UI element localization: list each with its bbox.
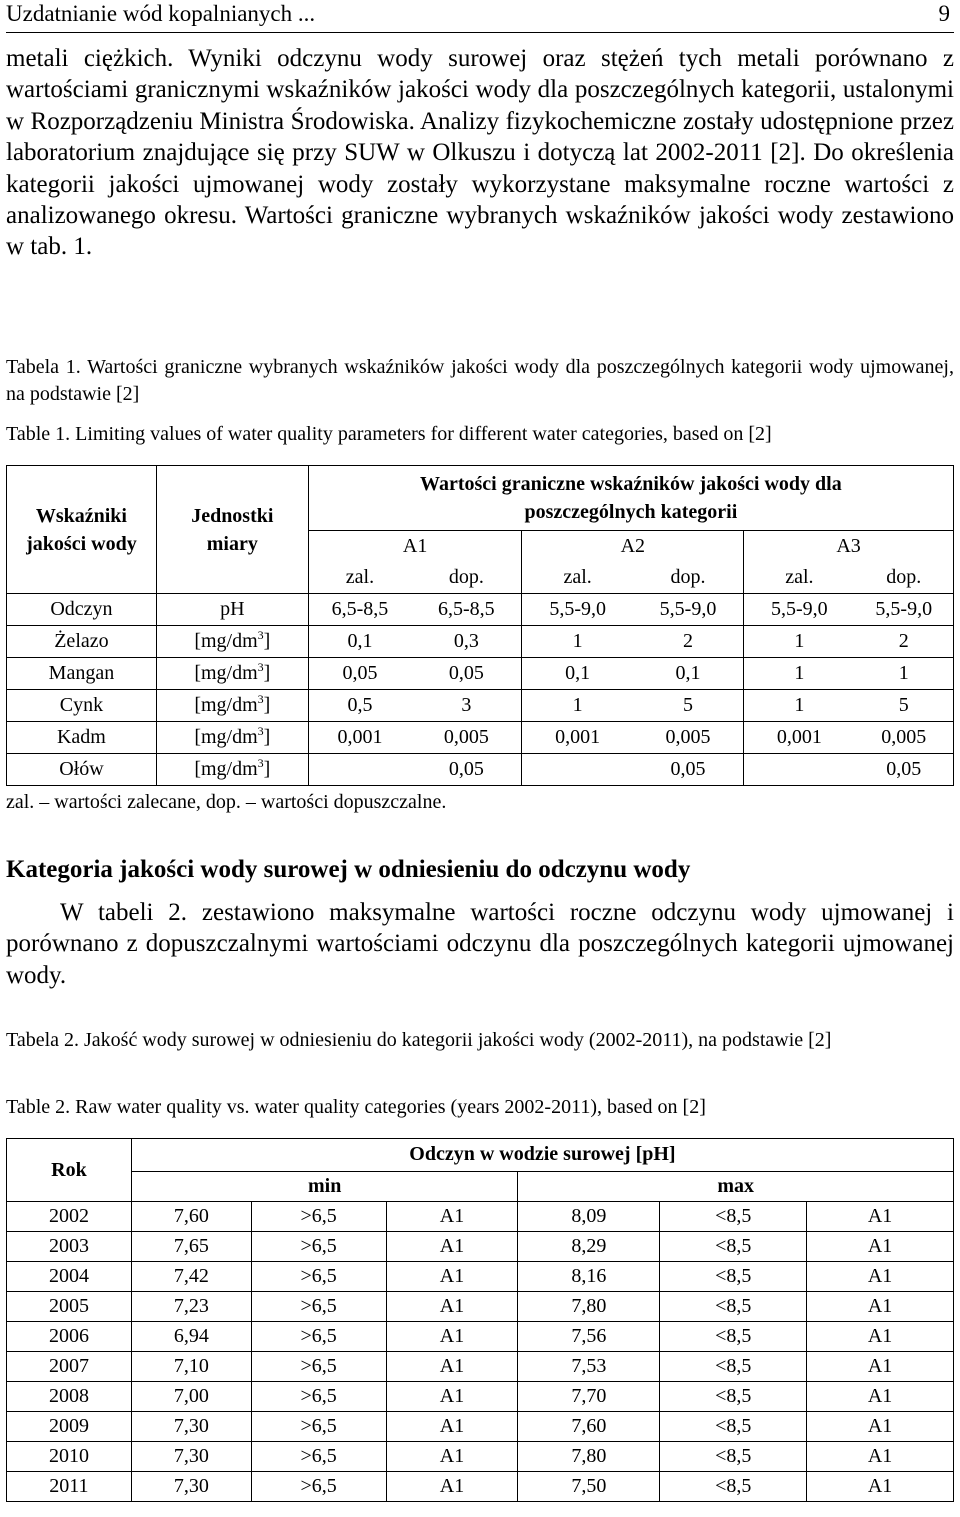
running-title: Uzdatnianie wód kopalnianych ... bbox=[6, 1, 316, 26]
ph-cell: <8,5 bbox=[660, 1202, 807, 1232]
parameter-name: Cynk bbox=[7, 690, 157, 722]
ph-cell: >6,5 bbox=[251, 1442, 386, 1472]
unit-exponent: 3 bbox=[257, 628, 264, 642]
ph-cell: A1 bbox=[386, 1472, 518, 1502]
ph-cell: 7,00 bbox=[131, 1382, 251, 1412]
sub-dop: dop. bbox=[633, 562, 744, 594]
ph-cell: A1 bbox=[807, 1202, 954, 1232]
ph-cell: 7,50 bbox=[518, 1472, 660, 1502]
unit-exponent: 3 bbox=[257, 756, 264, 770]
table-row bbox=[7, 594, 954, 626]
sub-zal: zal. bbox=[744, 562, 855, 594]
ph-cell: >6,5 bbox=[251, 1232, 386, 1262]
limit-value bbox=[308, 754, 411, 786]
unit-text: pH bbox=[220, 598, 245, 620]
year-cell: 2010 bbox=[7, 1442, 132, 1472]
parameter-name: Mangan bbox=[7, 658, 157, 690]
ph-cell: 7,53 bbox=[518, 1352, 660, 1382]
limit-value: 1 bbox=[744, 626, 855, 658]
ph-cell: <8,5 bbox=[660, 1232, 807, 1262]
ph-cell: >6,5 bbox=[251, 1202, 386, 1232]
parameter-unit bbox=[156, 722, 308, 754]
year-cell: 2004 bbox=[7, 1262, 132, 1292]
unit-bracket: ] bbox=[263, 630, 271, 652]
unit-exponent: 3 bbox=[257, 660, 264, 674]
unit-bracket: ] bbox=[263, 726, 271, 748]
ph-cell: 7,70 bbox=[518, 1382, 660, 1412]
limit-value: 0,001 bbox=[522, 722, 633, 754]
limit-value: 1 bbox=[744, 690, 855, 722]
limit-value: 0,1 bbox=[633, 658, 744, 690]
table-row bbox=[7, 1382, 954, 1412]
table2-caption-pl: Tabela 2. Jakość wody surowej w odniesieniu do kategorii jakości wody (2002-2011), na podstawie [2] bbox=[6, 1029, 832, 1051]
ph-cell: A1 bbox=[386, 1322, 518, 1352]
ph-cell: <8,5 bbox=[660, 1412, 807, 1442]
ph-cell: A1 bbox=[386, 1262, 518, 1292]
header-min: min bbox=[131, 1171, 518, 1201]
limit-value: 0,05 bbox=[411, 658, 522, 690]
year-cell: 2005 bbox=[7, 1292, 132, 1322]
year-cell: 2011 bbox=[7, 1472, 132, 1502]
limit-value: 0,1 bbox=[522, 658, 633, 690]
ph-cell: A1 bbox=[807, 1232, 954, 1262]
ph-cell: A1 bbox=[807, 1382, 954, 1412]
limit-value: 1 bbox=[744, 658, 855, 690]
limit-value: 0,005 bbox=[855, 722, 954, 754]
ph-cell: 8,29 bbox=[518, 1232, 660, 1262]
year-cell: 2002 bbox=[7, 1202, 132, 1232]
header-ph: Odczyn w wodzie surowej [pH] bbox=[131, 1139, 953, 1172]
page-header bbox=[6, 0, 954, 33]
parameter-unit bbox=[156, 658, 308, 690]
ph-cell: <8,5 bbox=[660, 1292, 807, 1322]
limit-value: 0,001 bbox=[744, 722, 855, 754]
ph-cell: A1 bbox=[386, 1292, 518, 1322]
limit-value: 5,5-9,0 bbox=[522, 594, 633, 626]
ph-cell: 8,16 bbox=[518, 1262, 660, 1292]
ph-cell: A1 bbox=[386, 1442, 518, 1472]
table-row bbox=[7, 1472, 954, 1502]
sub-dop: dop. bbox=[411, 562, 522, 594]
table-row bbox=[7, 1202, 954, 1232]
limit-value: 6,5-8,5 bbox=[308, 594, 411, 626]
ph-cell: <8,5 bbox=[660, 1352, 807, 1382]
ph-cell: >6,5 bbox=[251, 1472, 386, 1502]
ph-cell: 7,80 bbox=[518, 1292, 660, 1322]
limit-value: 0,005 bbox=[633, 722, 744, 754]
ph-cell: 7,23 bbox=[131, 1292, 251, 1322]
limit-value: 0,05 bbox=[411, 754, 522, 786]
limit-value: 5,5-9,0 bbox=[744, 594, 855, 626]
header-year: Rok bbox=[7, 1139, 132, 1202]
limit-value: 1 bbox=[855, 658, 954, 690]
header-limit-values: Wartości graniczne wskaźników jakości wody dla poszczególnych kategorii bbox=[308, 466, 953, 531]
table-row bbox=[7, 1232, 954, 1262]
ph-cell: 7,30 bbox=[131, 1442, 251, 1472]
unit-text: [mg/dm bbox=[194, 694, 258, 716]
section-heading: Kategoria jakości wody surowej w odniesieniu do odczynu wody bbox=[6, 856, 691, 883]
limit-value: 5,5-9,0 bbox=[633, 594, 744, 626]
limit-value bbox=[744, 754, 855, 786]
parameter-unit bbox=[156, 754, 308, 786]
table-row bbox=[7, 1262, 954, 1292]
ph-cell: >6,5 bbox=[251, 1412, 386, 1442]
ph-cell: <8,5 bbox=[660, 1472, 807, 1502]
limit-value: 0,05 bbox=[308, 658, 411, 690]
category-a3: A3 bbox=[744, 531, 954, 563]
parameter-name: Żelazo bbox=[7, 626, 157, 658]
ph-cell: A1 bbox=[807, 1262, 954, 1292]
ph-cell: 7,60 bbox=[518, 1412, 660, 1442]
table1-caption-pl: Tabela 1. Wartości graniczne wybranych wskaźników jakości wody dla poszczególnych kategorii wody ujmowanej, na podstawie [2] bbox=[6, 356, 954, 405]
ph-cell: A1 bbox=[807, 1322, 954, 1352]
table1-caption-en: Table 1. Limiting values of water quality parameters for different water categories, based on [2] bbox=[6, 423, 772, 445]
unit-text: [mg/dm bbox=[194, 758, 258, 780]
ph-cell: A1 bbox=[386, 1412, 518, 1442]
table-row bbox=[7, 722, 954, 754]
table-row bbox=[7, 658, 954, 690]
ph-cell: 6,94 bbox=[131, 1322, 251, 1352]
ph-cell: 7,60 bbox=[131, 1202, 251, 1232]
ph-cell: 7,56 bbox=[518, 1322, 660, 1352]
ph-cell: <8,5 bbox=[660, 1322, 807, 1352]
ph-cell: A1 bbox=[807, 1412, 954, 1442]
ph-cell: >6,5 bbox=[251, 1352, 386, 1382]
unit-exponent: 3 bbox=[257, 724, 264, 738]
limit-value: 0,001 bbox=[308, 722, 411, 754]
unit-text: [mg/dm bbox=[194, 726, 258, 748]
sub-zal: zal. bbox=[308, 562, 411, 594]
ph-cell: >6,5 bbox=[251, 1292, 386, 1322]
limit-value: 0,05 bbox=[633, 754, 744, 786]
ph-cell: 7,42 bbox=[131, 1262, 251, 1292]
ph-table bbox=[6, 1138, 954, 1502]
limit-value: 1 bbox=[522, 690, 633, 722]
limit-value: 5 bbox=[633, 690, 744, 722]
year-cell: 2003 bbox=[7, 1232, 132, 1262]
abbreviation-note: zal. – wartości zalecane, dop. – wartości dopuszczalne. bbox=[6, 791, 447, 813]
limit-value: 0,1 bbox=[308, 626, 411, 658]
ph-cell: 7,10 bbox=[131, 1352, 251, 1382]
limit-value: 2 bbox=[633, 626, 744, 658]
ph-table-body bbox=[7, 1202, 954, 1502]
ph-cell: A1 bbox=[807, 1352, 954, 1382]
header-max: max bbox=[518, 1171, 954, 1201]
unit-bracket: ] bbox=[263, 758, 271, 780]
category-a1: A1 bbox=[308, 531, 522, 563]
limit-value: 0,5 bbox=[308, 690, 411, 722]
unit-bracket: ] bbox=[263, 662, 271, 684]
limit-value: 5 bbox=[855, 690, 954, 722]
header-unit: Jednostki miary bbox=[156, 466, 308, 594]
year-cell: 2007 bbox=[7, 1352, 132, 1382]
page-number: 9 bbox=[938, 1, 950, 26]
year-cell: 2009 bbox=[7, 1412, 132, 1442]
ph-cell: A1 bbox=[807, 1292, 954, 1322]
limit-value bbox=[522, 754, 633, 786]
ph-cell: A1 bbox=[386, 1352, 518, 1382]
limit-value: 1 bbox=[522, 626, 633, 658]
table-row bbox=[7, 1292, 954, 1322]
unit-text: [mg/dm bbox=[194, 662, 258, 684]
ph-cell: >6,5 bbox=[251, 1262, 386, 1292]
unit-text: [mg/dm bbox=[194, 630, 258, 652]
ph-cell: A1 bbox=[386, 1232, 518, 1262]
limit-value: 3 bbox=[411, 690, 522, 722]
ph-cell: <8,5 bbox=[660, 1382, 807, 1412]
sub-dop: dop. bbox=[855, 562, 954, 594]
ph-cell: 7,30 bbox=[131, 1472, 251, 1502]
header-parameter: Wskaźniki jakości wody bbox=[7, 466, 157, 594]
parameter-name: Kadm bbox=[7, 722, 157, 754]
limits-table-body bbox=[7, 594, 954, 786]
limit-value: 0,05 bbox=[855, 754, 954, 786]
table2-caption-en: Table 2. Raw water quality vs. water quality categories (years 2002-2011), based on [2] bbox=[6, 1096, 706, 1118]
table-row bbox=[7, 1412, 954, 1442]
ph-cell: 7,80 bbox=[518, 1442, 660, 1472]
limit-value: 5,5-9,0 bbox=[855, 594, 954, 626]
limit-value: 2 bbox=[855, 626, 954, 658]
parameter-name: Ołów bbox=[7, 754, 157, 786]
limit-value: 0,005 bbox=[411, 722, 522, 754]
parameter-unit bbox=[156, 626, 308, 658]
intro-paragraph: metali ciężkich. Wyniki odczynu wody surowej oraz stężeń tych metali porównano z wartościami granicznymi wskaźników jakości wody dla poszczególnych kategorii, ustalonymi w Rozporządzeniu Ministra Środowiska. Analizy fizykochemiczne zostały udostępnione przez laboratorium znajdujące się przy SUW w Olkuszu i dotyczą lat 2002-2011 [2]. Do określenia kategorii jakości ujmowanej wody zostały wykorzystane maksymalne roczne wartości z analizowanego okresu. Wartości graniczne wybranych wskaźników jakości wody zestawiono w tab. 1. bbox=[6, 45, 954, 261]
table-row bbox=[7, 626, 954, 658]
table-row bbox=[7, 1322, 954, 1352]
ph-cell: 7,65 bbox=[131, 1232, 251, 1262]
ph-cell: <8,5 bbox=[660, 1442, 807, 1472]
limits-table bbox=[6, 465, 954, 786]
ph-cell: A1 bbox=[807, 1442, 954, 1472]
limit-value: 0,3 bbox=[411, 626, 522, 658]
parameter-name: Odczyn bbox=[7, 594, 157, 626]
limit-value: 6,5-8,5 bbox=[411, 594, 522, 626]
parameter-unit bbox=[156, 594, 308, 626]
unit-bracket: ] bbox=[263, 694, 271, 716]
unit-exponent: 3 bbox=[257, 692, 264, 706]
table-row bbox=[7, 1352, 954, 1382]
year-cell: 2006 bbox=[7, 1322, 132, 1352]
section-paragraph: W tabeli 2. zestawiono maksymalne wartości roczne odczynu wody ujmowanej i porównano z dopuszczalnymi wartościami odczynu dla poszczególnych kategorii ujmowanej wody. bbox=[6, 899, 954, 989]
ph-cell: A1 bbox=[807, 1472, 954, 1502]
ph-cell: <8,5 bbox=[660, 1262, 807, 1292]
table-row bbox=[7, 754, 954, 786]
sub-zal: zal. bbox=[522, 562, 633, 594]
ph-cell: A1 bbox=[386, 1202, 518, 1232]
table-row bbox=[7, 690, 954, 722]
ph-cell: 7,30 bbox=[131, 1412, 251, 1442]
ph-cell: >6,5 bbox=[251, 1382, 386, 1412]
parameter-unit bbox=[156, 690, 308, 722]
ph-cell: 8,09 bbox=[518, 1202, 660, 1232]
table-row bbox=[7, 1442, 954, 1472]
year-cell: 2008 bbox=[7, 1382, 132, 1412]
ph-cell: A1 bbox=[386, 1382, 518, 1412]
category-a2: A2 bbox=[522, 531, 744, 563]
ph-cell: >6,5 bbox=[251, 1322, 386, 1352]
